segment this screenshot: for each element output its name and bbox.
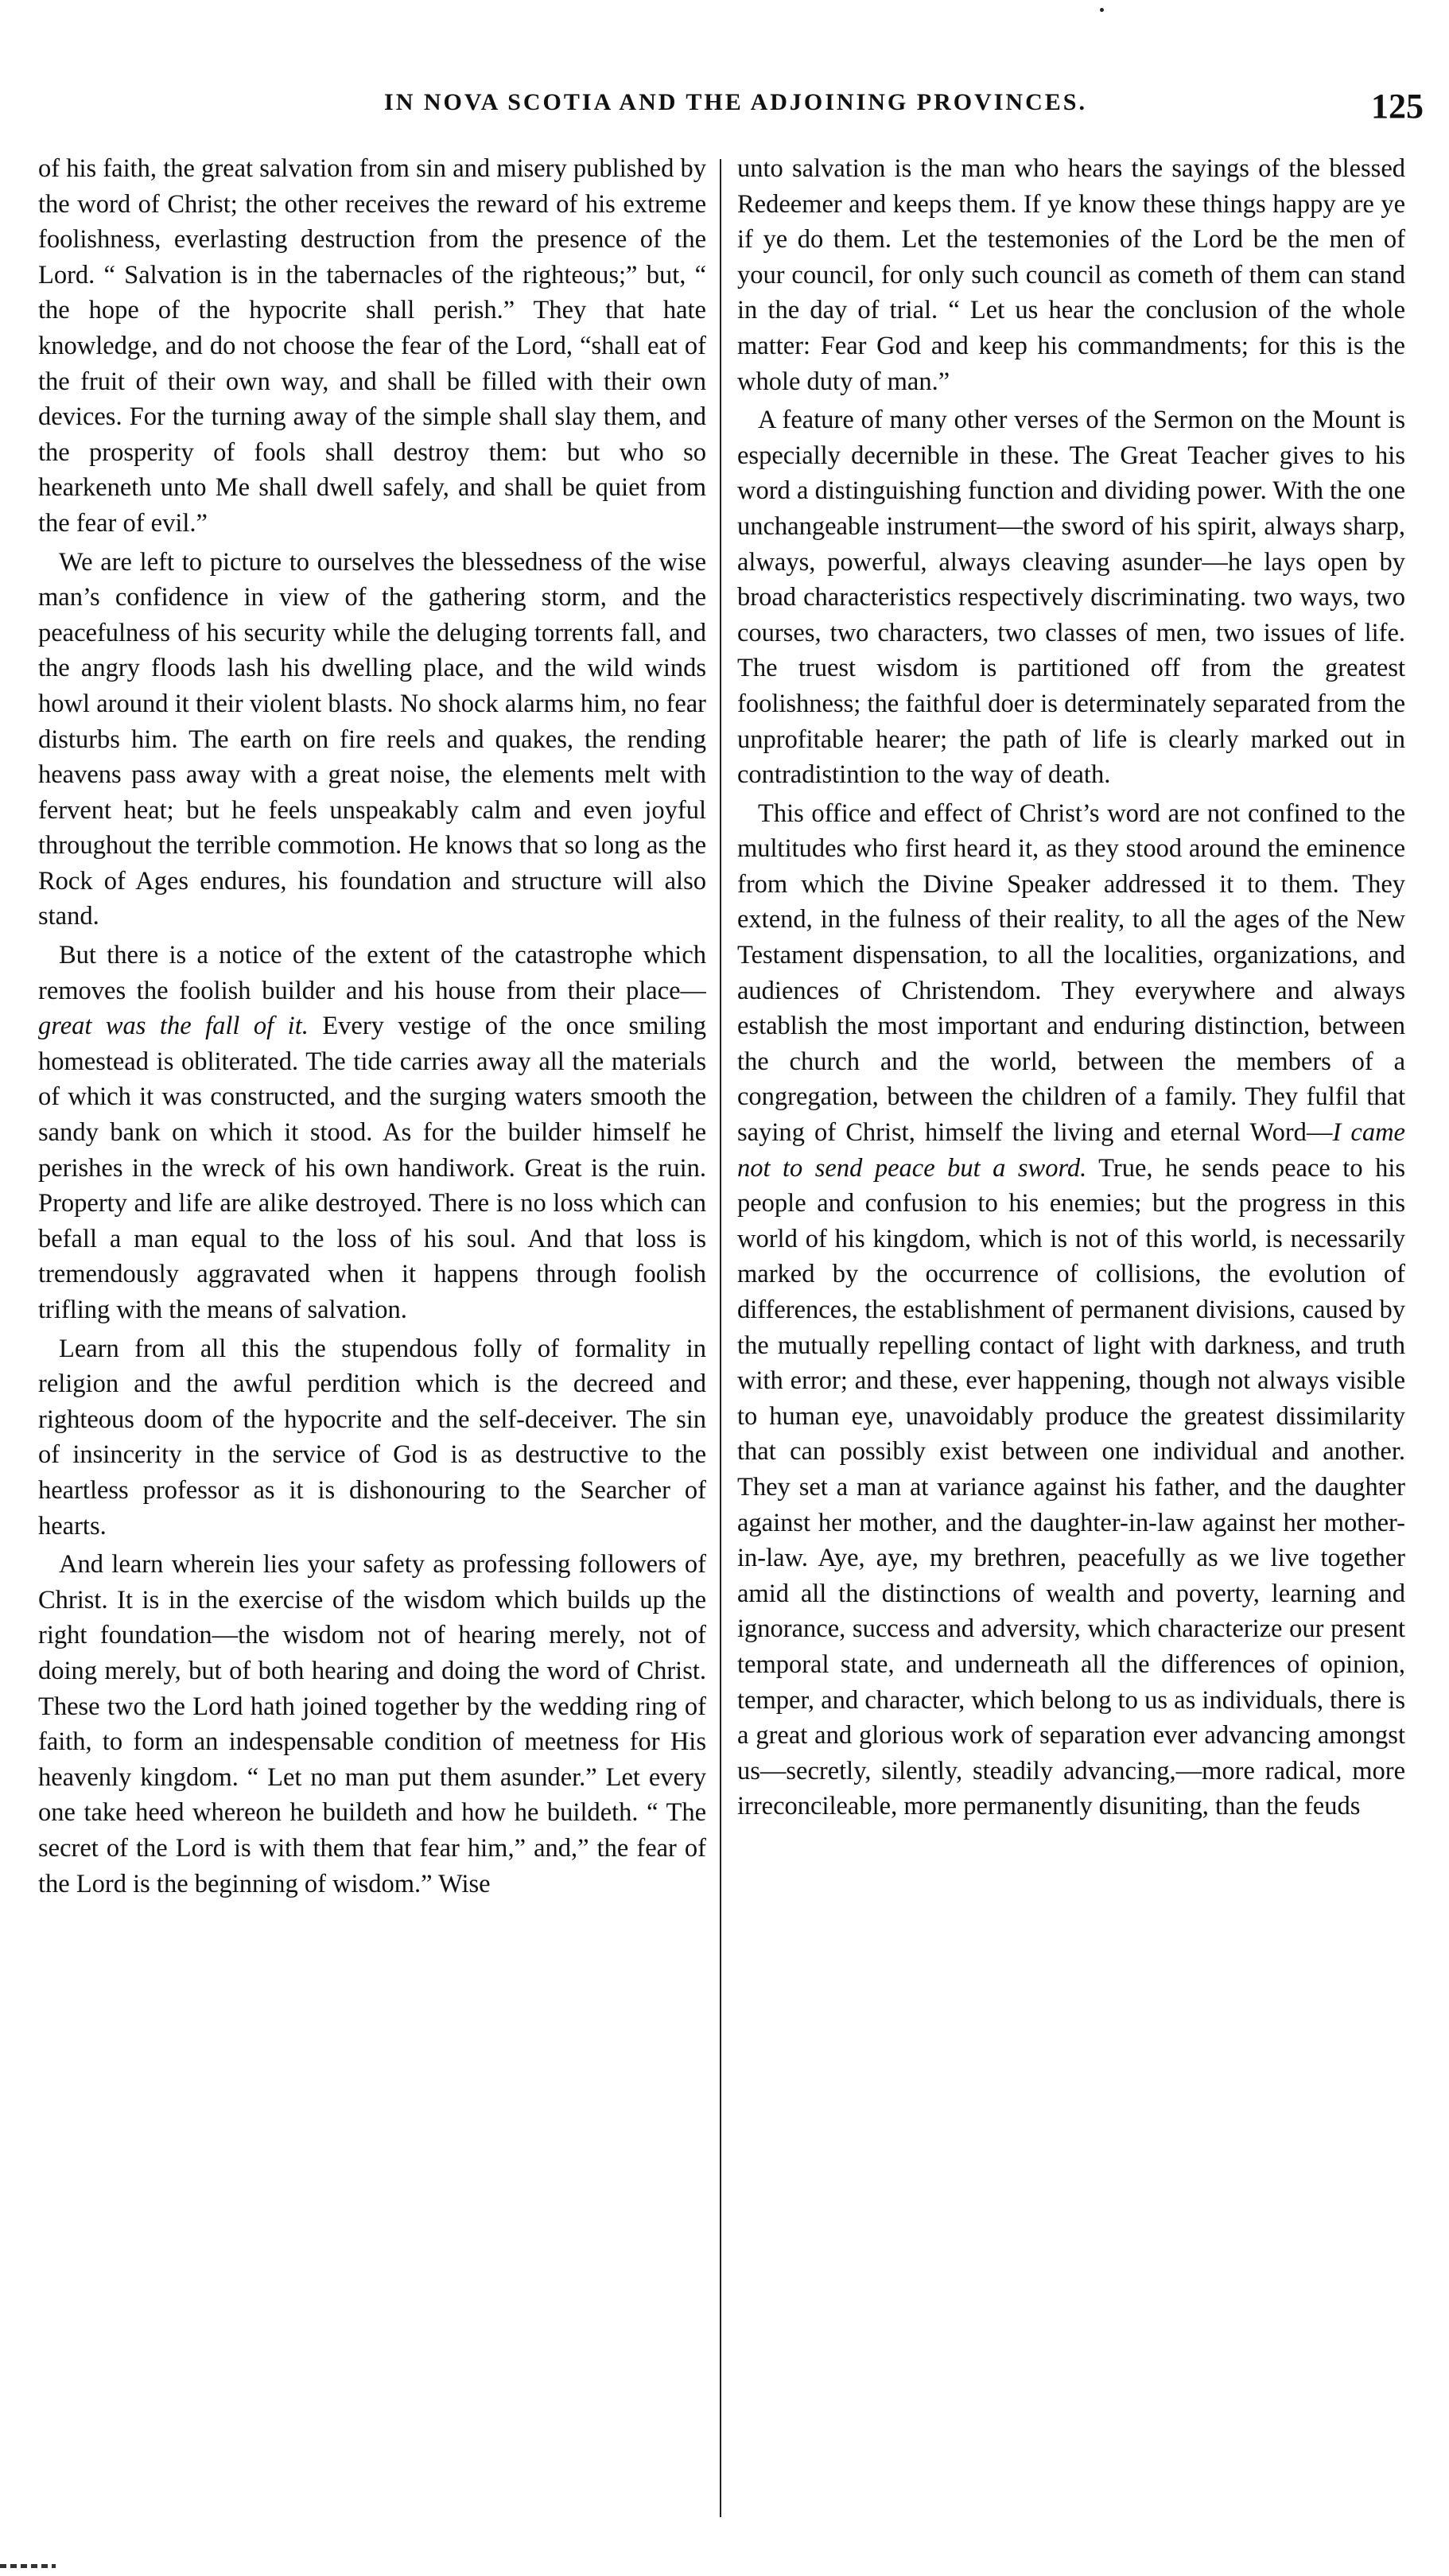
- page-number: 125: [1371, 87, 1424, 126]
- paragraph-text: But there is a notice of the extent of the catastrophe which removes the foolish builder and his house from their place—: [38, 941, 706, 1005]
- paragraph-text: True, he sends peace to his people and confusion to his enemies; but the progress in this world of his kingdom, which is not of this world, is necessarily marked by the occurrence of collisions, the evolution of differences, the establishment of permanent divisions, caused by the mutually repelling contact of light with darkness, and truth with error; and these, ever happening, though not always visible to human eye, unavoidably produce the greatest dissimilarity that can possibly exist between one individual and another. They set a man at variance against his father, and the daughter against her mother, and the daughter-in-law against her mother-in-law. Aye, aye, my brethren, peacefully as we live together amid all the distinctions of wealth and poverty, learning and ignorance, success and adversity, which characterize our present temporal state, and underneath all the differences of opinion, temper, and character, which belong to us as individuals, there is a great and glorious work of separation ever advancing amongst us—secretly, silently, steadily advancing,—more radical, more irreconcileable, more permanently disuniting, than the feuds: [737, 1153, 1405, 1821]
- emphasis-text: great was the fall of it.: [38, 1012, 309, 1041]
- paragraph: [38, 938, 706, 1328]
- paragraph: of his faith, the great salvation from sin and misery published by the word of Christ; the other receives the reward of his extreme foolishness, everlasting destruction from the presence of the Lord. “ Salvation is in the tabernacles of the righteous;” but, “ the hope of the hypocrite shall perish.” They that hate knowledge, and do not choose the fear of the Lord, “shall eat of the fruit of their own way, and shall be filled with their own devices. For the turning away of the simple shall slay them, and the prosperity of fools shall destroy them: but who so hearkeneth unto Me shall dwell safely, and shall be quiet from the fear of evil.”: [38, 154, 706, 538]
- paragraph: unto salvation is the man who hears the sayings of the blessed Redeemer and keeps them. If ye know these things happy are ye if ye do them. Let the testemonies of the Lord be the men of your council, for only such council as cometh of them can stand in the day of trial. “ Let us hear the conclusion of the whole matter: Fear God and keep his commandments; for this is the whole duty of man.”: [737, 154, 1405, 396]
- paragraph-text: Every vestige of the once smiling homestead is obliterated. The tide carries away all the materials of which it was constructed, and the surging waters smooth the sandy bank on which it stood. As for the builder himself he perishes in the wreck of his own handiwork. Great is the ruin. Property and life are alike destroyed. There is no loss which can befall a man equal to the loss of his soul. And that loss is tremendously aggravated when it happens through foolish trifling with the means of salvation.: [38, 1012, 706, 1324]
- right-column: [737, 151, 1405, 2521]
- left-column: [38, 151, 706, 2521]
- paragraph: And learn wherein lies your safety as professing followers of Christ. It is in the exercise of the wisdom which builds up the right foundation—the wisdom not of hearing merely, not of doing merely, but of both hearing and doing the word of Christ. These two the Lord hath joined together by the wedding ring of faith, to form an indespensable condition of meetness for His heavenly kingdom. “ Let no man put them asunder.” Let every one take heed whereon he buildeth and how he buildeth. “ The secret of the Lord is with them that fear him,” and,” the fear of the Lord is the beginning of wisdom.” Wise: [38, 1550, 706, 1898]
- paragraph: We are left to picture to ourselves the blessedness of the wise man’s confidence in view of the gathering storm, and the peacefulness of his security while the deluging torrents fall, and the angry floods lash his dwelling place, and the wild winds howl around it their violent blasts. No shock alarms him, no fear disturbs him. The earth on fire reels and quakes, the rending heavens pass away with a great noise, the elements melt with fervent heat; but he feels unspeakably calm and even joyful throughout the terrible commotion. He knows that so long as the Rock of Ages endures, his foundation and structure will also stand.: [38, 547, 706, 931]
- page-header: [48, 86, 1424, 134]
- page-edge-mark: [0, 2564, 56, 2568]
- column-divider: [720, 159, 721, 2517]
- paragraph-text: This office and effect of Christ’s word are not confined to the multitudes who first heard it, as they stood around the eminence from which the Divine Speaker addressed it to them. They extend, in the fulness of their reality, to all the ages of the New Testament dispensation, to all the localities, organizations, and audiences of Christendom. They everywhere and always establish the most important and enduring distinction, between the church and the world, between the members of a congregation, between the children of a family. They fulfil that saying of Christ, himself the living and eternal Word—: [737, 798, 1405, 1148]
- paragraph: A feature of many other verses of the Sermon on the Mount is especially decernible in these. The Great Teacher gives to his word a distinguishing function and dividing power. With the one unchangeable instrument—the sword of his spirit, always sharp, always, powerful, always cleaving asunder—he lays open by broad characteristics respectively discriminating. two ways, two courses, two characters, two classes of men, two issues of life. The truest wisdom is partitioned off from the greatest foolishness; the faithful doer is determinately separated from the unprofitable hearer; the path of life is clearly marked out in contradistintion to the way of death.: [737, 406, 1405, 790]
- emphasis-text: I came not to send peace but a sword.: [737, 1118, 1405, 1183]
- running-head: IN NOVA SCOTIA AND THE ADJOINING PROVINCES.: [384, 89, 1087, 115]
- paragraph: [737, 796, 1405, 1824]
- ink-speck: [1100, 8, 1104, 12]
- paragraph: Learn from all this the stupendous folly of formality in religion and the awful perdition which is the decreed and righteous doom of the hypocrite and the self-deceiver. The sin of insincerity in the service of God is as destructive to the heartless professor as it is dishonouring to the Searcher of hearts.: [38, 1334, 706, 1541]
